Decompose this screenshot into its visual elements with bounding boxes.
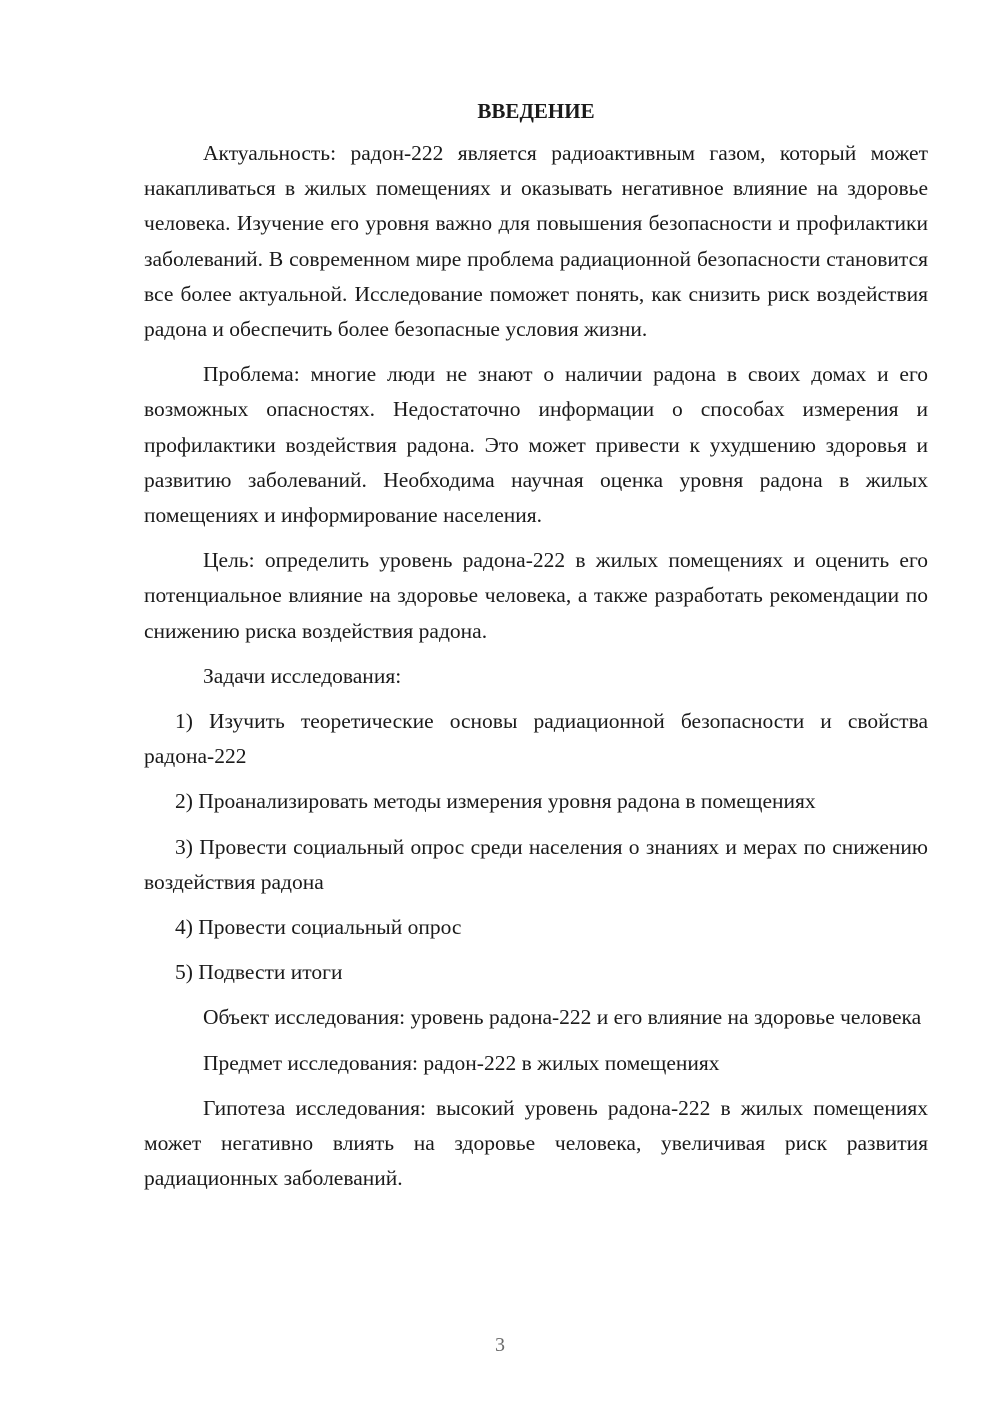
task-item-2: 2) Проанализировать методы измерения уровня радона в помещениях xyxy=(175,789,816,814)
goal-paragraph: Цель: определить уровень радона-222 в жилых помещениях и оценить его потенциальное влияние на здоровье человека, а также разработать рекомендации по снижению риска воздействия радона. xyxy=(144,548,928,643)
task-item-5: 5) Подвести итоги xyxy=(175,960,343,985)
page-number: 3 xyxy=(495,1334,505,1356)
task-item-4: 4) Провести социальный опрос xyxy=(175,915,462,940)
tasks-heading: Задачи исследования: xyxy=(203,663,402,688)
task-item-1: 1) Изучить теоретические основы радиационной безопасности и свойства радона-222 xyxy=(144,709,928,769)
subject-paragraph: Предмет исследования: радон-222 в жилых помещениях xyxy=(203,1050,720,1075)
object-paragraph: Объект исследования: уровень радона-222 и его влияние на здоровье человека xyxy=(203,1005,922,1030)
relevance-paragraph: Актуальность: радон-222 является радиоактивным газом, который может накапливаться в жилых помещениях и оказывать негативное влияние на здоровье человека. Изучение его уровня важно для повышения безопасности и профилактики заболеваний. В современном мире проблема радиационной безопасности становится все более актуальной. Исследование поможет понять, как снизить риск воздействия радона и обеспечить более безопасные условия жизни. xyxy=(144,141,928,342)
page-content xyxy=(144,96,928,1206)
task-item-3: 3) Провести социальный опрос среди населения о знаниях и мерах по снижению воздействия радона xyxy=(144,834,928,894)
section-title: ВВЕДЕНИЕ xyxy=(477,99,595,123)
problem-paragraph: Проблема: многие люди не знают о наличии радона в своих домах и его возможных опасностях. Недостаточно информации о способах измерения и профилактики воздействия радона. Это может привести к ухудшению здоровья и развитию заболеваний. Необходима научная оценка уровня радона в жилых помещениях и информирование населения. xyxy=(144,362,928,528)
hypothesis-paragraph: Гипотеза исследования: высокий уровень радона-222 в жилых помещениях может негативно влиять на здоровье человека, увеличивая риск развития радиационных заболеваний. xyxy=(144,1095,928,1191)
